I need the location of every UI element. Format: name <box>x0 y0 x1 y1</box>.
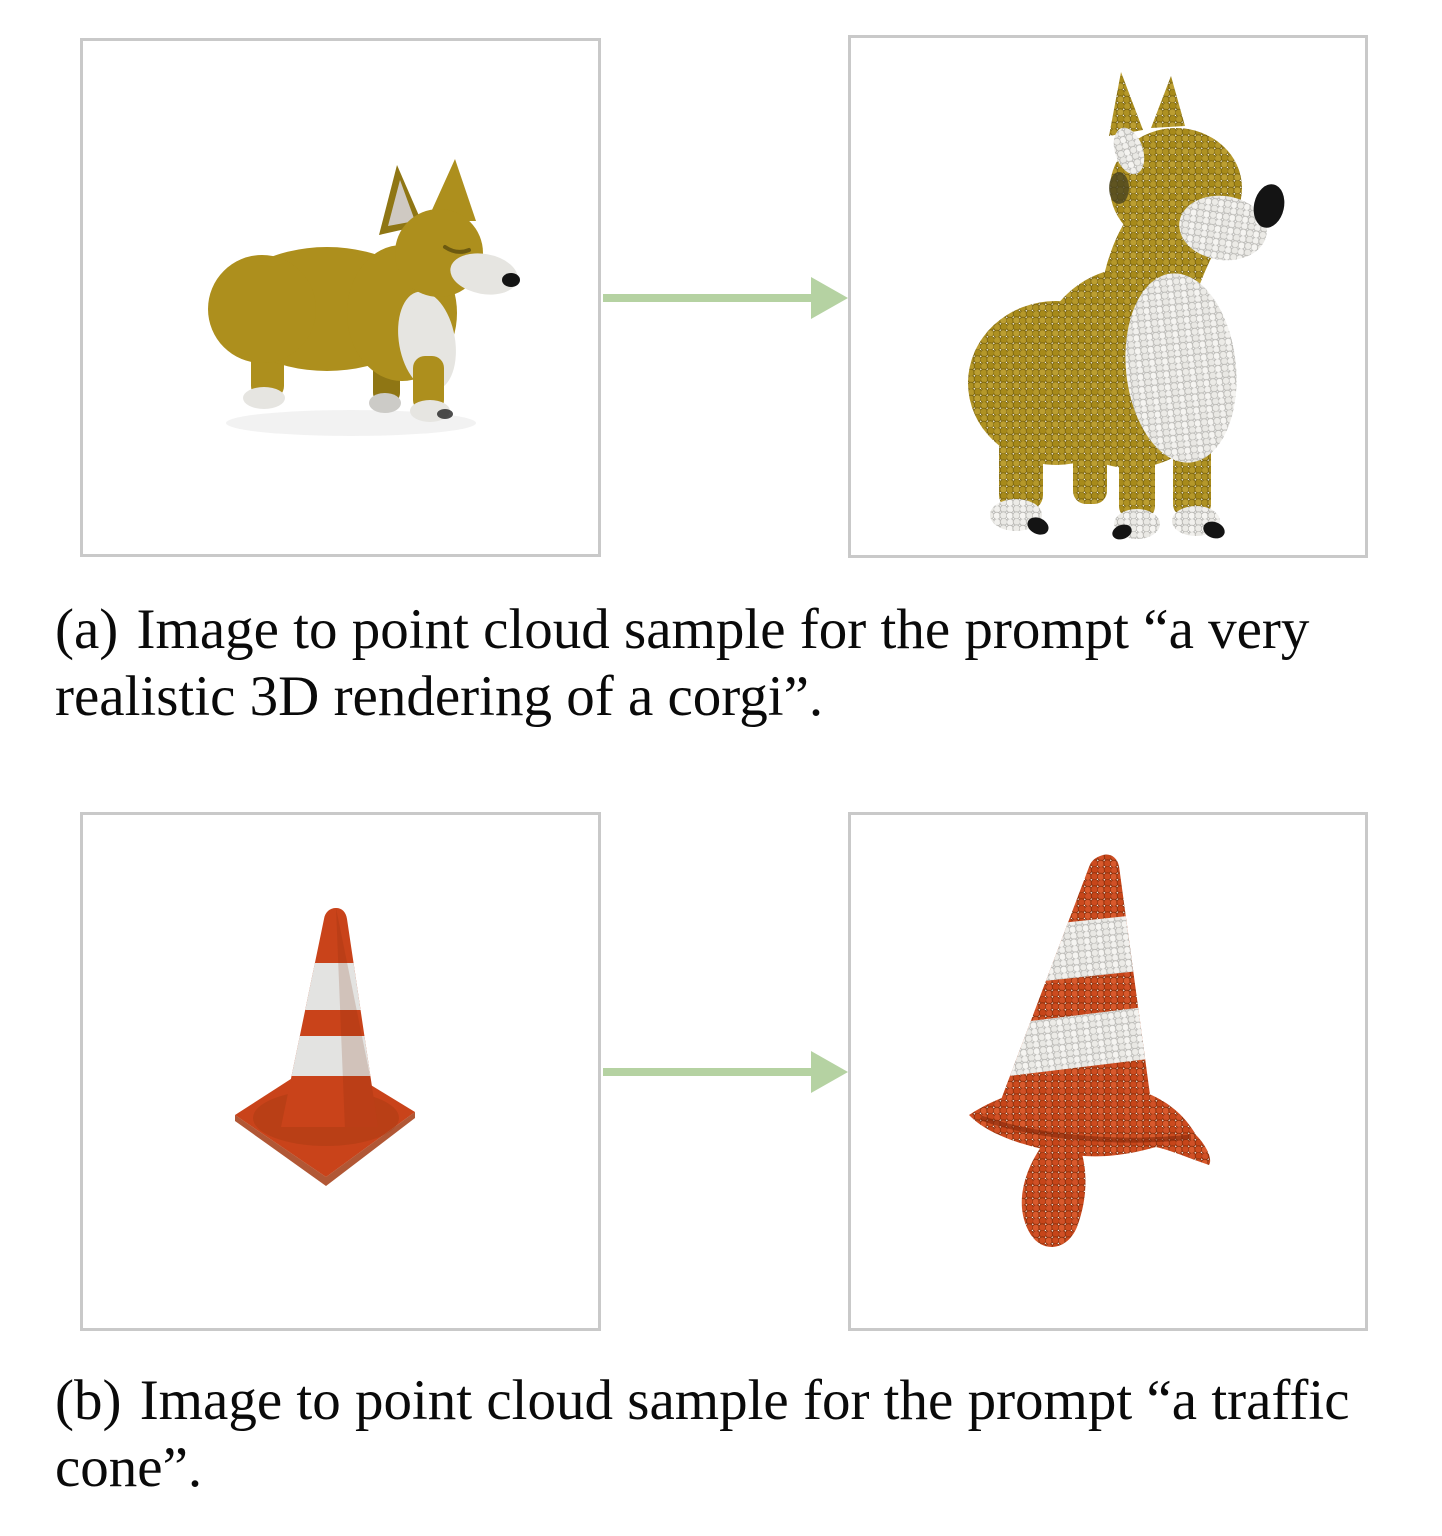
corgi-nose <box>502 273 520 287</box>
corgi-pointcloud-image <box>851 38 1365 555</box>
corgi-pc-left-ear <box>1109 72 1143 136</box>
caption-b-label: (b) <box>55 1369 122 1432</box>
cone-stripe-bottom <box>258 1036 423 1076</box>
arrow-right-icon <box>601 1042 848 1102</box>
caption-b-text: Image to point cloud sample for the prompt “a traffic cone”. <box>55 1369 1350 1499</box>
input-image-panel-b <box>80 812 601 1331</box>
arrow-right-icon <box>601 268 848 328</box>
corgi-pc-right-ear <box>1151 76 1185 128</box>
cone-pc-body <box>999 854 1153 1117</box>
corgi-point-cloud <box>968 72 1288 542</box>
traffic-cone-render <box>235 908 423 1186</box>
caption-a-text: Image to point cloud sample for the prompt “a very realistic 3D rendering of a corgi”. <box>55 598 1310 728</box>
corgi-render <box>208 159 521 436</box>
caption-b <box>55 1368 1411 1501</box>
caption-a-label: (a) <box>55 598 119 661</box>
cone-pointcloud-image <box>851 815 1365 1328</box>
caption-a <box>55 597 1411 730</box>
output-image-panel-b <box>848 812 1368 1331</box>
output-image-panel-a <box>848 35 1368 558</box>
traffic-cone-point-cloud <box>969 854 1210 1246</box>
cone-pc-stripe-top <box>989 911 1179 986</box>
corgi-render-image <box>83 41 598 554</box>
input-image-panel-a <box>80 38 601 557</box>
cone-render-image <box>83 815 598 1328</box>
cone-pc-lower-blob <box>1022 1140 1086 1247</box>
